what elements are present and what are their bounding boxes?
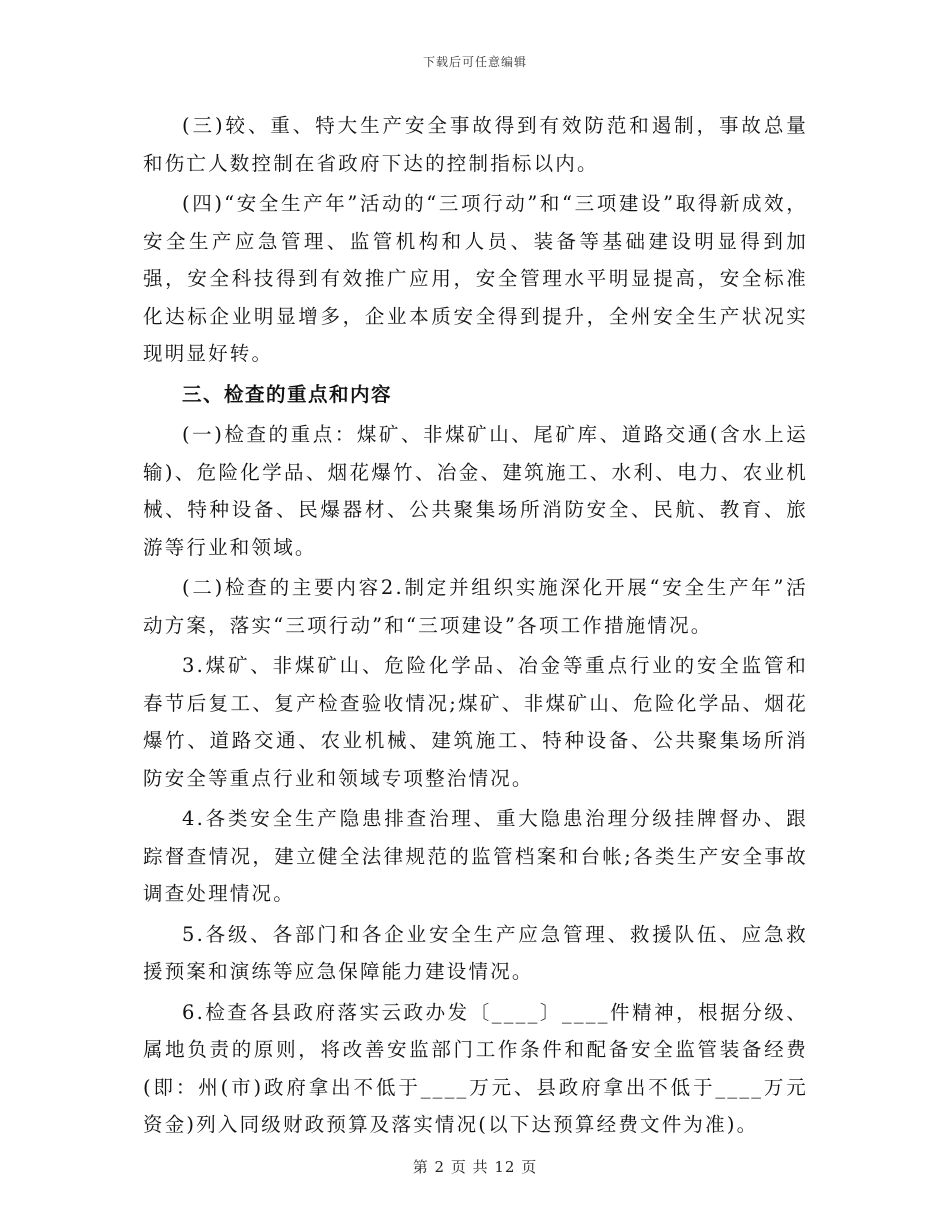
page-number: 第 2 页 共 12 页: [412, 1158, 538, 1176]
paragraph-item-3: (三)较、重、特大生产安全事故得到有效防范和遏制，事故总量和伤亡人数控制在省政府下达的控制指标以内。: [143, 114, 809, 175]
section-heading: 三、检查的重点和内容: [182, 382, 393, 406]
paragraph-point-6: 6.检查各县政府落实云政办发〔____〕____件精神，根据分级、属地负责的原则，将改善安监部门工作条件和配备安全监管装备经费(即：州(市)政府拿出不低于____万元、县政府拿出不低于____万元资金)列入同级财政预算及落实情况(以下达预算经费文件为准)。: [143, 1000, 808, 1136]
paragraph-check-content: (二)检查的主要内容2.制定并组织实施深化开展“安全生产年”活动方案，落实“三项行动”和“三项建设”各项工作措施情况。: [143, 576, 808, 637]
paragraph-point-3: 3.煤矿、非煤矿山、危险化学品、冶金等重点行业的安全监管和春节后复工、复产检查验收情况;煤矿、非煤矿山、危险化学品、烟花爆竹、道路交通、农业机械、建筑施工、特种设备、公共聚集场所消防安全等重点行业和领域专项整治情况。: [143, 654, 808, 790]
paragraph-check-focus: (一)检查的重点：煤矿、非煤矿山、尾矿库、道路交通(含水上运输)、危险化学品、烟花爆竹、冶金、建筑施工、水利、电力、农业机械、特种设备、民爆器材、公共聚集场所消防安全、民航、教育、旅游等行业和领域。: [143, 423, 808, 559]
document-body: [143, 107, 808, 1144]
page-header-note: 下载后可任意编辑: [422, 55, 527, 69]
paragraph-point-5: 5.各级、各部门和各企业安全生产应急管理、救援队伍、应急救援预案和演练等应急保障能力建设情况。: [143, 922, 808, 983]
paragraph-point-4: 4.各类安全生产隐患排查治理、重大隐患治理分级挂牌督办、跟踪督查情况，建立健全法律规范的监管档案和台帐;各类生产安全事故调查处理情况。: [143, 807, 808, 905]
paragraph-item-4: (四)“安全生产年”活动的“三项行动”和“三项建设”取得新成效，安全生产应急管理、监管机构和人员、装备等基础建设明显得到加强，安全科技得到有效推广应用，安全管理水平明显提高，安全标准化达标企业明显增多，企业本质安全得到提升，全州安全生产状况实现明显好转。: [143, 192, 808, 365]
